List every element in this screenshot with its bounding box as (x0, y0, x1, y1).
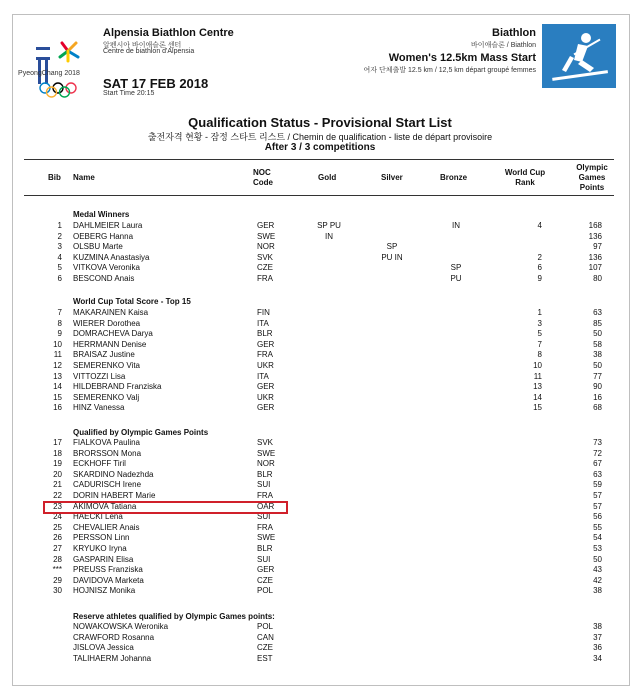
column-header-name: Name (73, 173, 95, 182)
cell-silver: SP (386, 242, 398, 252)
cell-olympic-points: 63 (593, 308, 602, 317)
cell-bib: 3 (57, 242, 62, 252)
section-title: Reserve athletes qualified by Olympic Games points: (73, 612, 275, 621)
cell-name: FIALKOVA Paulina (73, 438, 140, 447)
cell-olympic-points: 50 (593, 361, 602, 370)
cell-olympic-points: 63 (593, 469, 602, 479)
cell-olympic-points: 37 (593, 632, 602, 642)
cell-olympic-points: 90 (593, 382, 602, 392)
section-title: World Cup Total Score - Top 15 (73, 297, 191, 306)
cell-name: BESCOND Anais (73, 274, 135, 283)
cell-name: JISLOVA Jessica (73, 643, 134, 653)
cell-noc: CZE (257, 263, 273, 273)
cell-name: TALIHAERM Johanna (73, 653, 152, 663)
cell-bib: 11 (53, 350, 62, 360)
cell-noc: CZE (257, 575, 273, 585)
start-time: Start Time 20:15 (103, 90, 155, 97)
cell-bib: 5 (57, 263, 62, 273)
cell-olympic-points: 80 (593, 274, 602, 283)
cell-olympic-points: 38 (593, 622, 602, 631)
cell-bib: 15 (53, 392, 62, 402)
cell-bib: 19 (53, 459, 62, 469)
cell-olympic-points: 77 (593, 371, 602, 381)
cell-olympic-points: 42 (593, 575, 602, 585)
cell-world-cup-rank: 13 (533, 382, 542, 392)
cell-name: BRAISAZ Justine (73, 350, 135, 360)
cell-olympic-points: 36 (593, 643, 602, 653)
cell-bronze: SP (450, 263, 462, 273)
cell-name: DAHLMEIER Laura (73, 221, 143, 230)
cell-noc: CAN (257, 632, 274, 642)
competitions-count: After 3 / 3 competitions (264, 142, 376, 153)
cell-name: MAKARAINEN Kaisa (73, 308, 149, 317)
cell-bronze: PU (450, 274, 462, 283)
cell-name: VITTOZZI Lisa (73, 371, 126, 381)
cell-bib: 20 (53, 469, 62, 479)
cell-olympic-points: 16 (593, 392, 602, 402)
cell-noc: GER (257, 565, 275, 575)
cell-noc: NOR (257, 242, 275, 252)
column-header-world-cup-rank: World Cup Rank (504, 168, 546, 187)
cell-world-cup-rank: 4 (537, 221, 542, 230)
cell-noc: SWE (257, 533, 276, 543)
cell-noc: GER (257, 339, 275, 349)
cell-world-cup-rank: 14 (533, 392, 542, 402)
cell-noc: FRA (257, 350, 273, 360)
cell-bib: 24 (53, 512, 62, 522)
event-name-sub: 여자 단체출발 12.5 km / 12,5 km départ groupé femmes (363, 67, 536, 74)
cell-noc: SUI (257, 554, 271, 564)
cell-noc: NOR (257, 459, 275, 469)
cell-world-cup-rank: 7 (537, 339, 542, 349)
cell-noc: BLR (257, 544, 273, 553)
cell-noc: FRA (257, 491, 273, 500)
cell-name: GASPARIN Elisa (73, 554, 134, 564)
cell-noc: GER (257, 403, 275, 413)
cell-bib: 18 (53, 448, 62, 458)
cell-bib: 12 (53, 361, 62, 370)
document-subtitle: 출전자격 현황 - 잠정 스타트 리스트 / Chemin de qualification - liste de départ provisoire (147, 132, 493, 142)
cell-noc: UKR (257, 361, 274, 370)
cell-bib: *** (52, 565, 62, 575)
cell-olympic-points: 57 (593, 491, 602, 500)
cell-bib: 13 (53, 371, 62, 381)
cell-olympic-points: 85 (593, 318, 602, 328)
cell-olympic-points: 53 (593, 544, 602, 553)
column-header-bronze: Bronze (440, 173, 468, 182)
cell-noc: BLR (257, 469, 273, 479)
cell-bib: 30 (53, 586, 62, 596)
cell-bib: 10 (53, 339, 62, 349)
cell-noc: OAR (257, 501, 275, 511)
column-header-noc: NOC Code (253, 168, 273, 187)
cell-olympic-points: 72 (593, 448, 602, 458)
cell-olympic-points: 57 (593, 501, 602, 511)
cell-noc: SWE (257, 448, 276, 458)
cell-bib: 6 (57, 274, 62, 283)
venue-name: Alpensia Biathlon Centre (103, 27, 234, 39)
cell-bib: 7 (57, 308, 62, 317)
cell-name: SEMERENKO Valj (73, 392, 140, 402)
section-title: Qualified by Olympic Games Points (73, 428, 209, 437)
cell-noc: FRA (257, 274, 273, 283)
cell-olympic-points: 68 (593, 403, 602, 413)
venue-name-french: Centre de biathlon d'Alpensia (103, 48, 195, 55)
cell-noc: FIN (257, 308, 270, 317)
cell-name: OLSBU Marte (73, 242, 123, 252)
olympic-rings-icon (38, 82, 78, 98)
cell-name: PREUSS Franziska (73, 565, 143, 575)
cell-name: AKIMOVA Tatiana (73, 501, 137, 511)
cell-name: BRORSSON Mona (73, 448, 142, 458)
cell-olympic-points: 136 (588, 231, 602, 241)
cell-noc: GER (257, 221, 275, 230)
cell-bib: 26 (53, 533, 62, 543)
cell-bib: 16 (53, 403, 62, 413)
cell-noc: EST (257, 653, 273, 663)
cell-olympic-points: 136 (588, 252, 602, 262)
column-header-bib: Bib (48, 173, 61, 182)
cell-noc: SVK (257, 438, 274, 447)
column-header-gold: Gold (318, 173, 337, 182)
cell-olympic-points: 38 (593, 350, 602, 360)
cell-noc: POL (257, 586, 274, 596)
sport-name-sub: 바이애슬론 / Biathlon (471, 42, 536, 49)
cell-name: KRYUKO Iryna (73, 544, 127, 553)
table-top-rule (24, 159, 614, 160)
cell-world-cup-rank: 9 (537, 274, 542, 283)
cell-name: HAECKI Lena (73, 512, 123, 522)
cell-olympic-points: 50 (593, 329, 602, 339)
cell-name: SKARDINO Nadezhda (73, 469, 154, 479)
cell-olympic-points: 97 (593, 242, 602, 252)
cell-bib: 1 (57, 221, 62, 230)
cell-olympic-points: 59 (593, 480, 602, 490)
event-date: SAT 17 FEB 2018 (103, 76, 209, 91)
cell-name: HOJNISZ Monika (73, 586, 136, 596)
cell-name: CHEVALIER Anais (73, 522, 140, 532)
cell-noc: ITA (257, 318, 269, 328)
cell-name: OEBERG Hanna (73, 231, 134, 241)
cell-noc: CZE (257, 643, 273, 653)
cell-bib: 28 (53, 554, 62, 564)
cell-olympic-points: 73 (593, 438, 602, 447)
column-header-olympic-points: Olympic Games Points (576, 163, 608, 192)
cell-name: HINZ Vanessa (73, 403, 125, 413)
cell-name: DAVIDOVA Marketa (73, 575, 144, 585)
section-title: Medal Winners (73, 210, 130, 219)
cell-noc: UKR (257, 392, 274, 402)
cell-world-cup-rank: 8 (537, 350, 542, 360)
cell-bib: 22 (53, 491, 62, 500)
cell-noc: SVK (257, 252, 274, 262)
cell-bib: 27 (53, 544, 62, 553)
cell-bib: 8 (57, 318, 62, 328)
highlight-box (43, 501, 288, 514)
cell-name: KUZMINA Anastasiya (73, 252, 150, 262)
cell-noc: SUI (257, 512, 271, 522)
biathlon-pictogram-icon (542, 24, 616, 88)
cell-noc: BLR (257, 329, 273, 339)
cell-olympic-points: 58 (593, 339, 602, 349)
cell-silver: PU IN (381, 252, 403, 262)
cell-olympic-points: 43 (593, 565, 602, 575)
cell-olympic-points: 54 (593, 533, 602, 543)
cell-world-cup-rank: 15 (533, 403, 542, 413)
cell-bib: 4 (57, 252, 62, 262)
event-name: Women's 12.5km Mass Start (388, 52, 536, 64)
cell-noc: SUI (257, 480, 271, 490)
cell-name: DOMRACHEVA Darya (73, 329, 153, 339)
cell-bib: 9 (57, 329, 62, 339)
cell-bib: 21 (53, 480, 62, 490)
cell-name: VITKOVA Veronika (73, 263, 140, 273)
cell-name: SEMERENKO Vita (73, 361, 140, 370)
cell-name: HILDEBRAND Franziska (73, 382, 162, 392)
cell-gold: IN (325, 231, 333, 241)
cell-bib: 29 (53, 575, 62, 585)
cell-bib: 23 (53, 501, 62, 511)
cell-world-cup-rank: 11 (533, 371, 542, 381)
cell-olympic-points: 56 (593, 512, 602, 522)
cell-world-cup-rank: 6 (537, 263, 542, 273)
cell-world-cup-rank: 5 (537, 329, 542, 339)
cell-world-cup-rank: 10 (533, 361, 542, 370)
cell-name: CADURISCH Irene (73, 480, 142, 490)
table-header-rule (24, 195, 614, 196)
cell-olympic-points: 34 (593, 653, 602, 663)
cell-name: ECKHOFF Tiril (73, 459, 126, 469)
cell-name: DORIN HABERT Marie (73, 491, 156, 500)
cell-noc: SWE (257, 231, 276, 241)
cell-olympic-points: 38 (593, 586, 602, 596)
venue-name-korean: 알펜시아 바이애슬론 센터 (103, 42, 182, 49)
cell-bib: 25 (53, 522, 62, 532)
cell-name: WIERER Dorothea (73, 318, 141, 328)
cell-olympic-points: 55 (593, 522, 602, 532)
logo-text: PyeongChang 2018 (18, 70, 80, 77)
sport-name: Biathlon (492, 27, 536, 39)
cell-bronze: IN (452, 221, 460, 230)
cell-name: HERRMANN Denise (73, 339, 147, 349)
cell-world-cup-rank: 2 (537, 252, 542, 262)
document-title: Qualification Status - Provisional Start List (188, 115, 452, 130)
cell-noc: FRA (257, 522, 273, 532)
cell-olympic-points: 168 (588, 221, 602, 230)
cell-olympic-points: 50 (593, 554, 602, 564)
cell-noc: ITA (257, 371, 269, 381)
cell-world-cup-rank: 1 (537, 308, 542, 317)
cell-bib: 17 (53, 438, 62, 447)
cell-bib: 14 (53, 382, 62, 392)
cell-olympic-points: 67 (593, 459, 602, 469)
cell-noc: GER (257, 382, 275, 392)
column-header-silver: Silver (381, 173, 403, 182)
cell-noc: POL (257, 622, 274, 631)
cell-name: NOWAKOWSKA Weronika (73, 622, 169, 631)
cell-olympic-points: 107 (588, 263, 602, 273)
cell-gold: SP PU (317, 221, 341, 230)
cell-name: CRAWFORD Rosanna (73, 632, 155, 642)
cell-bib: 2 (57, 231, 62, 241)
cell-world-cup-rank: 3 (537, 318, 542, 328)
cell-name: PERSSON Linn (73, 533, 130, 543)
